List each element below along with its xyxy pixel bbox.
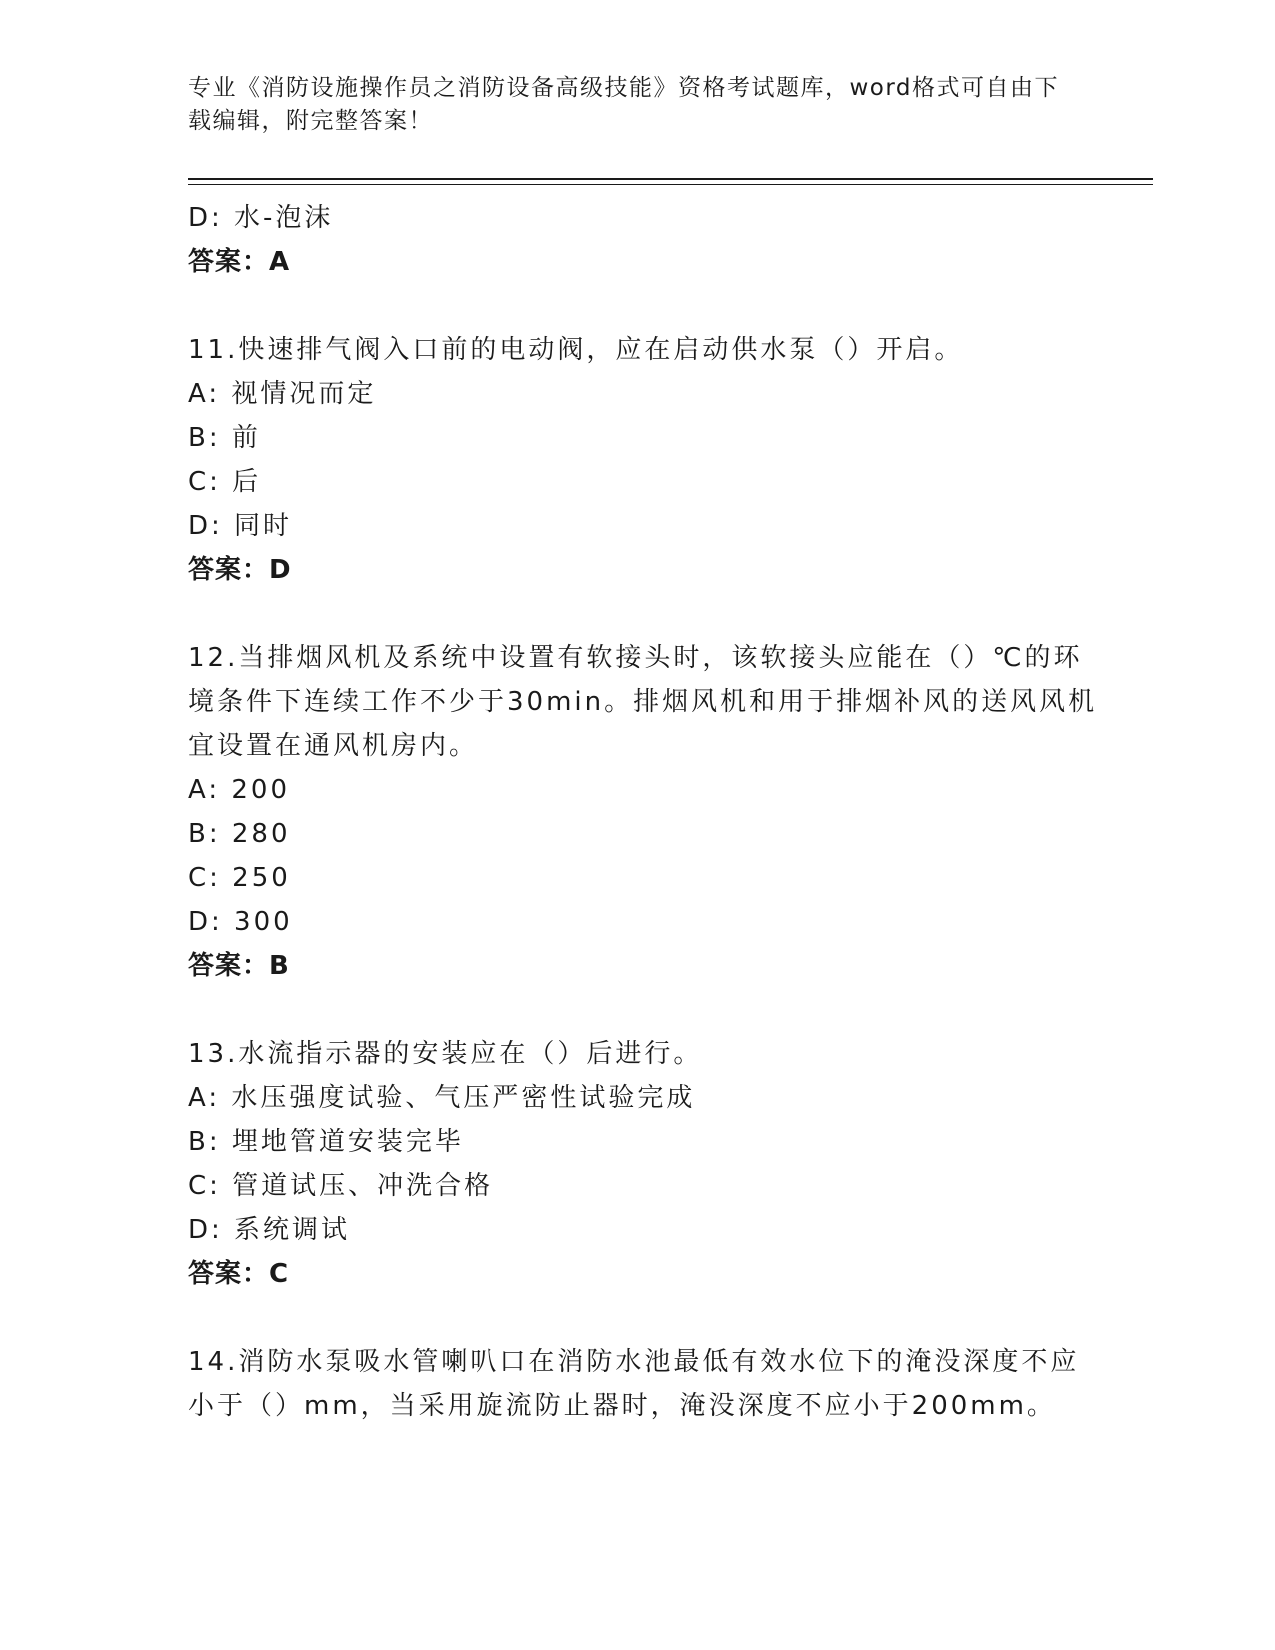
header-line-1: 专业《消防设施操作员之消防设备高级技能》资格考试题库，word格式可自由下	[188, 75, 1060, 101]
q10-option-d: D: 水-泡沫	[188, 203, 334, 233]
q12-stem-line-1: 12.当排烟风机及系统中设置有软接头时，该软接头应能在（）℃的环	[188, 643, 1083, 673]
q12-stem-line-2: 境条件下连续工作不少于30min。排烟风机和用于排烟补风的送风风机	[188, 687, 1098, 717]
q13-stem: 13.水流指示器的安装应在（）后进行。	[188, 1039, 703, 1069]
q13-option-a: A: 水压强度试验、气压严密性试验完成	[188, 1083, 696, 1113]
q11-option-c: C: 后	[188, 467, 262, 497]
header-line-2: 载编辑，附完整答案！	[188, 108, 433, 134]
q12-answer: 答案：B	[188, 951, 290, 981]
q11-option-a: A: 视情况而定	[188, 379, 377, 409]
q12-option-a: A: 200	[188, 775, 290, 805]
q11-option-b: B: 前	[188, 423, 261, 453]
q13-answer: 答案：C	[188, 1259, 290, 1289]
header-divider-thin	[188, 184, 1153, 185]
q11-option-d: D: 同时	[188, 511, 293, 541]
q13-option-d: D: 系统调试	[188, 1215, 351, 1245]
q13-option-c: C: 管道试压、冲洗合格	[188, 1171, 494, 1201]
q14-stem-line-1: 14.消防水泵吸水管喇叭口在消防水池最低有效水位下的淹没深度不应	[188, 1347, 1080, 1377]
q13-option-b: B: 埋地管道安装完毕	[188, 1127, 464, 1157]
q11-stem: 11.快速排气阀入口前的电动阀，应在启动供水泵（）开启。	[188, 335, 964, 365]
q10-answer: 答案：A	[188, 247, 291, 277]
q12-option-b: B: 280	[188, 819, 291, 849]
q11-answer: 答案：D	[188, 555, 292, 585]
q14-stem-line-2: 小于（）mm，当采用旋流防止器时，淹没深度不应小于200mm。	[188, 1391, 1056, 1421]
q12-stem-line-3: 宜设置在通风机房内。	[188, 731, 479, 761]
header-divider-thick	[188, 178, 1153, 180]
q12-option-d: D: 300	[188, 907, 293, 937]
document-header	[188, 72, 1088, 138]
q12-option-c: C: 250	[188, 863, 291, 893]
